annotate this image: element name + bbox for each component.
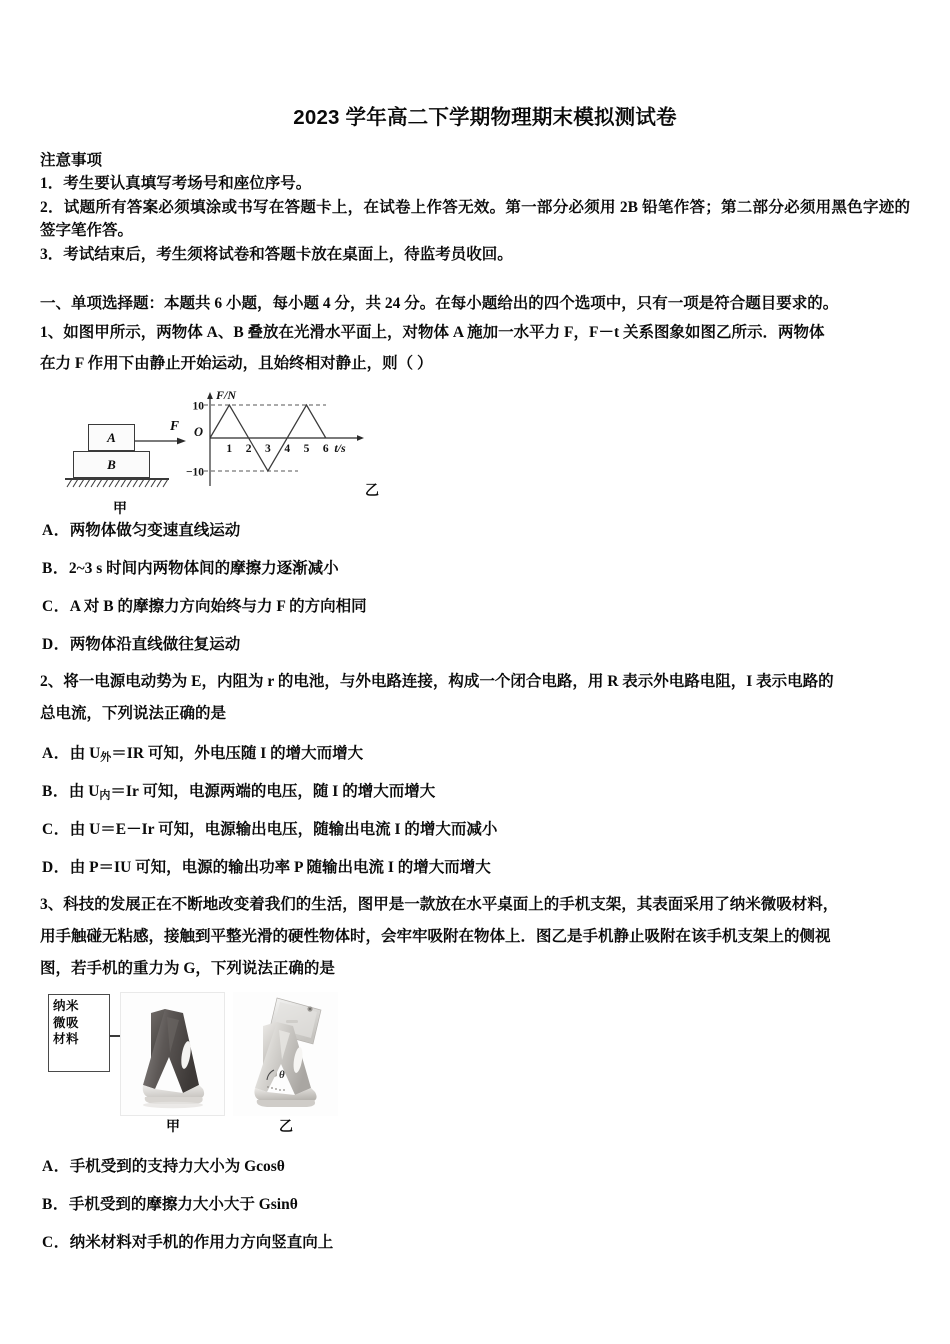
callout-line-2: 微吸: [53, 1015, 80, 1030]
notice-item-1: 1．考生要认真填写考场号和座位序号。: [40, 175, 312, 193]
nano-material-callout: [48, 994, 110, 1072]
force-time-graph-svg: [174, 388, 384, 493]
option-b-text: 手机受到的摩擦力大小大于 Gsinθ: [68, 1196, 298, 1214]
option-c-text: 纳米材料对手机的作用力方向竖直向上: [69, 1233, 334, 1251]
section-heading: 一、单项选择题：本题共 6 小题，每小题 4 分，共 24 分。在每小题给出的四个选项中，只有一项是符合题目要求的。: [40, 295, 839, 313]
option-d-label: D．: [42, 858, 70, 876]
stacked-blocks-diagram: [62, 406, 192, 518]
option-d-text: 由 P＝IU 可知，电源的输出功率 P 随输出电流 I 的增大而增大: [69, 858, 491, 876]
force-time-graph: [174, 388, 384, 500]
question-3-option-a: [40, 1155, 910, 1180]
question-2-stem-line2: 总电流，下列说法正确的是: [40, 704, 227, 722]
option-a-subscript: 外: [100, 751, 112, 764]
question-3-option-b: [40, 1193, 910, 1218]
xtick-3: 3: [265, 443, 271, 456]
question-1-option-d: [40, 633, 910, 658]
question-3-stem-line1: 科技的发展正在不断地改变着我们的生活，图甲是一款放在水平桌面上的手机支架，其表面采用了纳米微吸材料，: [63, 895, 839, 913]
xtick-2: 2: [245, 443, 252, 456]
question-1-option-b: [40, 557, 910, 582]
figure-3-left-caption: 甲: [166, 1120, 180, 1136]
question-2-number: 2、: [40, 672, 64, 690]
angle-theta-label: θ: [279, 1069, 285, 1082]
question-2-option-c: [40, 818, 910, 843]
question-1-stem-line2: 在力 F 作用下由静止开始运动，且始终相对静止，则（ ）: [40, 354, 433, 372]
phone-stand-photo-jia: [120, 992, 225, 1116]
callout-line-3: 材料: [53, 1032, 80, 1047]
option-b-label: B．: [42, 1196, 69, 1214]
option-c-label: C．: [42, 821, 70, 839]
option-b-post: ＝Ir 可知，电源两端的电压，随 I 的增大而增大: [110, 783, 436, 801]
ground-hatching-icon: [65, 479, 169, 488]
question-1-figure: [54, 388, 910, 518]
xtick-5: 5: [303, 443, 310, 456]
xtick-1: 1: [226, 443, 233, 456]
ytick-minus10: −10: [185, 466, 204, 479]
page-title: 2023 学年高二下学期物理期末模拟测试卷: [293, 106, 677, 129]
callout-line-1: 纳米: [53, 999, 80, 1014]
option-d-text: 两物体沿直线做往复运动: [69, 635, 241, 653]
option-b-text: 2~3 s 时间内两物体间的摩擦力逐渐减小: [68, 560, 339, 578]
question-1-option-c: [40, 595, 910, 620]
ytick-10: 10: [192, 400, 204, 413]
option-a-text: 手机受到的支持力大小为 Gcosθ: [69, 1158, 285, 1176]
question-1-stem: [40, 318, 910, 347]
origin-label: O: [193, 425, 203, 440]
force-label: F: [170, 418, 180, 434]
x-axis-label: t/s: [334, 441, 346, 456]
notice-heading: 注意事项: [40, 151, 103, 169]
option-a-pre: 由 U: [69, 745, 101, 763]
question-3-number: 3、: [40, 895, 64, 913]
block-a: A: [88, 424, 135, 451]
option-b-pre: 由 U: [68, 783, 100, 801]
xtick-6: 6: [322, 443, 329, 456]
option-c-label: C．: [42, 1233, 70, 1251]
phone-stand-photo-yi: [233, 992, 338, 1116]
option-d-label: D．: [42, 635, 70, 653]
option-a-text: 两物体做匀变速直线运动: [69, 522, 241, 540]
figure-3-right-caption: 乙: [279, 1120, 293, 1136]
option-a-label: A．: [42, 522, 70, 540]
option-c-text: A 对 B 的摩擦力方向始终与力 F 的方向相同: [69, 598, 367, 616]
question-3-stem-line2: 用手触碰无粘感，接触到平整光滑的硬性物体时，会牢牢吸附在物体上．图乙是手机静止吸附在该手机支架上的侧视: [40, 927, 831, 945]
option-b-label: B．: [42, 560, 69, 578]
figure-1-right-caption: 乙: [365, 484, 379, 500]
question-2-option-b: [40, 780, 910, 805]
notice-item-2: 2．试题所有答案必须填涂或书写在答题卡上，在试卷上作答无效。第一部分必须用 2B 铅笔作答；第二部分必须用黑色字迹的签字笔作答。: [40, 198, 910, 240]
question-3-option-c: [40, 1231, 910, 1256]
question-2-option-a: [40, 742, 910, 767]
option-b-label: B．: [42, 783, 69, 801]
question-2-stem-line1: 将一电源电动势为 E，内阻为 r 的电池，与外电路连接，构成一个闭合电路，用 R 表示外电路电阻，I 表示电路的: [63, 672, 834, 690]
figure-1-left-caption: 甲: [113, 502, 127, 518]
option-a-label: A．: [42, 1158, 70, 1176]
question-1-stem-line1: 如图甲所示，两物体 A、B 叠放在光滑水平面上，对物体 A 施加一水平力 F，F－t 关系图象如图乙所示．两物体: [63, 323, 825, 341]
option-b-subscript: 内: [99, 789, 111, 802]
xtick-4: 4: [284, 443, 291, 456]
option-a-post: ＝IR 可知，外电压随 I 的增大而增大: [111, 745, 364, 763]
y-axis-label: F/N: [216, 388, 237, 403]
question-1-option-a: [40, 519, 910, 544]
option-c-label: C．: [42, 598, 70, 616]
question-2-stem: [40, 667, 910, 697]
question-3-stem-line3: 图，若手机的重力为 G，下列说法正确的是: [40, 960, 335, 978]
option-c-text: 由 U＝E－Ir 可知，电源输出电压，随输出电流 I 的增大而减小: [69, 821, 498, 839]
block-b: B: [73, 451, 150, 478]
question-3-figure: [48, 992, 910, 1142]
option-a-label: A．: [42, 745, 70, 763]
notice-item-3: 3．考试结束后，考生须将试卷和答题卡放在桌面上，待监考员收回。: [40, 245, 513, 263]
question-2-option-d: [40, 856, 910, 881]
question-1-number: 1、: [40, 323, 64, 341]
question-3-stem: [40, 890, 910, 920]
